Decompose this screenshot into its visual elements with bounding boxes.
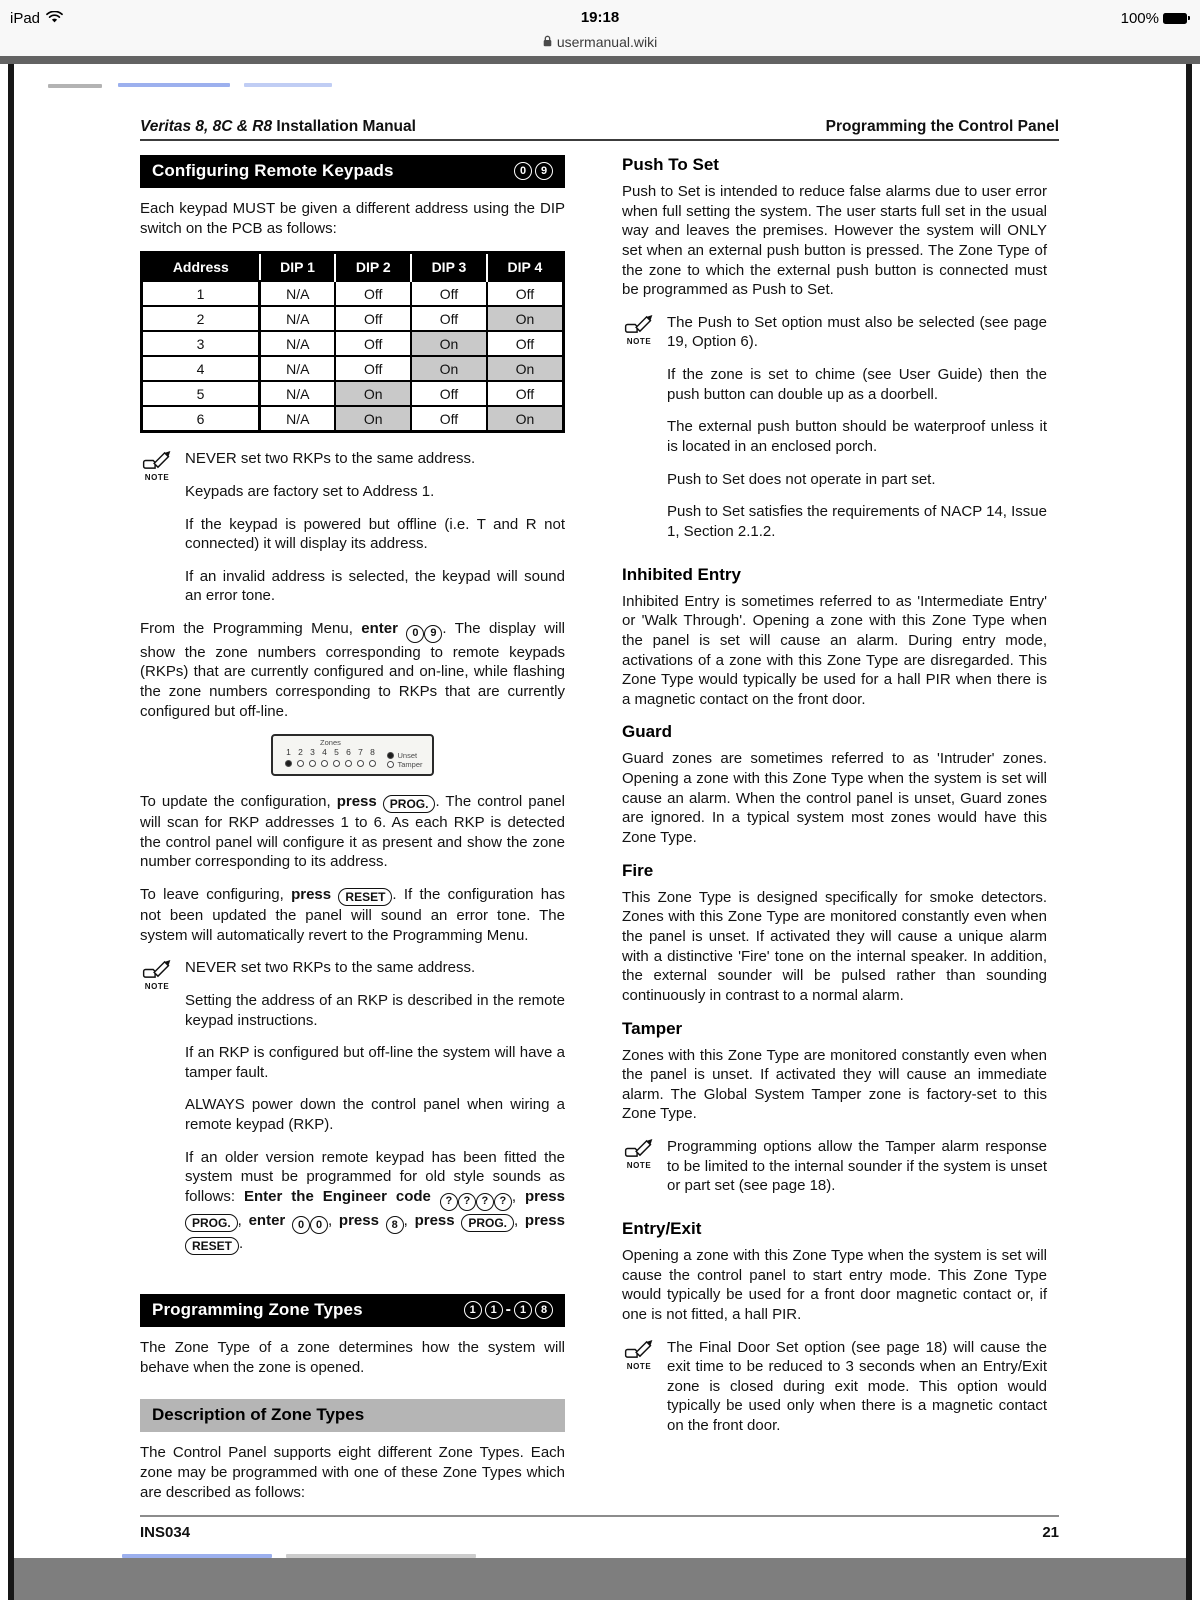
bold-text: - [505, 1301, 511, 1319]
note-paragraph: Keypads are factory set to Address 1. [185, 482, 435, 500]
table-row [142, 306, 564, 331]
left-column [140, 155, 565, 1515]
chapter-title: Programming the Control Panel [825, 118, 1059, 135]
circled-key: 1 [485, 1301, 503, 1319]
bold-text: press [338, 1211, 386, 1229]
table-cell: N/A [260, 331, 336, 356]
zone-led-on [285, 760, 292, 767]
paragraph: To update the configuration, press PROG. . The control panel will scan for RKP addresses 1 to 6. As each RKP is detected the control panel will configure it as present and show the zone number corresponding to its address. [140, 793, 565, 871]
table-row [142, 381, 564, 406]
note-paragraph: ALWAYS power down the control panel when wiring a remote keypad (RKP). [185, 1096, 565, 1134]
note-paragraph: The Push to Set option must also be selected (see page 19, Option 6). [667, 313, 1047, 351]
zone-led [333, 760, 340, 767]
key-range [514, 162, 553, 180]
subsection-header-description-of-zone-types: Description of Zone Types [140, 1399, 565, 1432]
section-guard [622, 722, 1047, 847]
section-header-programming-zone-types [140, 1294, 565, 1327]
heading-guard: Guard [622, 722, 673, 742]
zone-led [321, 760, 328, 767]
column-header: DIP 4 [487, 253, 564, 282]
heading-push-to-set: Push To Set [622, 155, 719, 174]
url-bar[interactable] [0, 30, 1200, 54]
paragraph: Each keypad MUST be given a different address using the DIP switch on the PCB as follows: [140, 200, 565, 237]
zone-leds [282, 758, 378, 769]
running-header [140, 118, 1059, 141]
pill-key: PROG. [383, 795, 436, 813]
zones-label: Zones [320, 738, 341, 748]
zone-led [357, 760, 364, 767]
table-header-row [142, 253, 564, 282]
note-paragraph: The Final Door Set option (see page 18) will cause the exit time to be reduced to 3 seconds when an Entry/Exit zone is closed during exit mode. This option would typically be used only when there is a magnetic contact on the front door. [667, 1338, 1047, 1435]
circled-key: ? [494, 1193, 512, 1211]
table-cell: Off [335, 306, 411, 331]
table-cell: Off [487, 331, 564, 356]
page-gap-top [0, 56, 1200, 64]
table-cell: On [411, 356, 487, 381]
note-paragraph: If an older version remote keypad has been fitted the system must be programmed for old style sounds as follows: Enter the Engineer code ? ? ? ? , press PROG. , enter 0 0 , press 8 , press PROG. , press RESET . [185, 1148, 565, 1254]
note-paragraph: Push to Set satisfies the requirements of NACP 14, Issue 1, Section 2.1.2. [667, 503, 1047, 540]
note-icon: NOTE [622, 313, 656, 555]
zone-led [297, 760, 304, 767]
table-cell: N/A [260, 281, 336, 306]
table-cell: N/A [260, 306, 336, 331]
table-row [142, 356, 564, 381]
table-cell: Off [335, 356, 411, 381]
unset-indicator: Unset [387, 752, 422, 760]
circled-key: 1 [514, 1301, 532, 1319]
battery-percent: 100% [1120, 9, 1159, 27]
pill-key: RESET [185, 1237, 239, 1255]
note-paragraph: If the keypad is powered but offline (i.e. T and R not connected) it will display its address. [185, 515, 565, 553]
note-paragraph: Push to Set does not operate in part set. [667, 470, 936, 488]
heading-tamper: Tamper [622, 1018, 683, 1038]
page-gap-bottom [14, 1558, 1186, 1600]
zones-display [271, 734, 433, 776]
column-header: DIP 3 [411, 253, 487, 282]
table-cell: Off [335, 281, 411, 306]
previous-page-fragment [140, 76, 1059, 98]
section-title: Programming Zone Types [152, 1300, 363, 1320]
column-header: DIP 1 [260, 253, 336, 282]
manual-title-model: Veritas 8, 8C & R8 [140, 118, 273, 135]
table-cell: Off [411, 306, 487, 331]
note-paragraph: If an invalid address is selected, the keypad will sound an error tone. [185, 567, 565, 605]
bold-text: press [524, 1211, 565, 1229]
pdf-viewer[interactable] [0, 64, 1200, 1600]
section-header-configuring-remote-keypads [140, 155, 565, 188]
table-cell: N/A [260, 406, 336, 432]
table-cell: Off [411, 381, 487, 406]
table-row [142, 406, 564, 432]
tamper-indicator: Tamper [387, 761, 422, 769]
pill-key: PROG. [185, 1214, 238, 1232]
circled-key: 0 [310, 1216, 328, 1234]
heading-inhibited-entry: Inhibited Entry [622, 564, 741, 584]
section-tamper [622, 1019, 1047, 1209]
table-cell: Off [487, 381, 564, 406]
circled-key: ? [458, 1193, 476, 1211]
paragraph: Inhibited Entry is sometimes referred to as 'Intermediate Entry' or 'Walk Through'. Opening a zone with this Zone Type when the panel is set will cause an alarm. During entry mode, activations of a zone with this Zone Type are disregarded. This Zone Type would typically be used for a hall PIR when there is a magnetic contact on the front door. [622, 592, 1047, 708]
note-block [622, 1338, 1047, 1449]
pdf-page-frame [8, 64, 1192, 1600]
note-paragraph: NEVER set two RKPs to the same address. [185, 450, 476, 468]
section-inhibited-entry [622, 565, 1047, 710]
bold-text: press [336, 793, 383, 811]
note-icon: NOTE [140, 449, 174, 619]
circled-key: 1 [464, 1301, 482, 1319]
section-push-to-set [622, 155, 1047, 555]
table-cell: 5 [142, 381, 260, 406]
bold-text: press [524, 1188, 565, 1206]
bold-text: press [414, 1211, 462, 1229]
table-cell: On [487, 406, 564, 432]
table-cell: 2 [142, 306, 260, 331]
paragraph: Zones with this Zone Type are monitored constantly even when the panel is unset. If activated they will cause an immediate alarm. The Global System Tamper zone is factory-set to this Zone Type. [622, 1046, 1047, 1123]
section-title: Configuring Remote Keypads [152, 161, 394, 180]
table-cell: On [335, 381, 411, 406]
table-cell: On [487, 356, 564, 381]
note-block [140, 449, 565, 619]
paragraph: From the Programming Menu, enter 0 9 . The display will show the zone numbers corresponding to remote keypads (RKPs) that are currently configured and on-line, while flashing the zone numbers corresponding to RKPs that are currently configured but off-line. [140, 620, 565, 720]
note-icon: NOTE [140, 958, 174, 1268]
next-page-fragment [140, 1541, 1059, 1558]
section-entry-exit [622, 1219, 1047, 1449]
note-block [622, 313, 1047, 555]
column-header: DIP 2 [335, 253, 411, 282]
note-paragraph: Setting the address of an RKP is described in the remote keypad instructions. [185, 991, 565, 1029]
carrier-label: iPad [10, 9, 41, 27]
circled-key: ? [440, 1193, 458, 1211]
section-fire [622, 861, 1047, 1006]
table-cell: On [487, 306, 564, 331]
note-block [622, 1137, 1047, 1209]
manual-title [140, 118, 416, 136]
circled-key: 9 [535, 162, 553, 180]
paragraph: The Zone Type of a zone determines how the system will behave when the zone is opened. [140, 1339, 565, 1376]
pill-key: RESET [338, 888, 392, 906]
manual-page-21 [14, 64, 1186, 1558]
document-code: INS034 [140, 1524, 191, 1542]
table-cell: 1 [142, 281, 260, 306]
note-icon: NOTE [622, 1338, 656, 1449]
page-footer [140, 1515, 1059, 1541]
table-cell: 3 [142, 331, 260, 356]
note-paragraph: The external push button should be waterproof unless it is located in an enclosed porch. [667, 418, 1047, 456]
table-cell: Off [487, 281, 564, 306]
clock: 19:18 [580, 9, 620, 26]
note-paragraph: If an RKP is configured but off-line the system will have a tamper fault. [185, 1044, 565, 1081]
dip-switch-table [140, 251, 565, 433]
circled-key: 9 [424, 625, 442, 643]
bold-text: enter [248, 1211, 292, 1229]
table-cell: 4 [142, 356, 260, 381]
note-icon: NOTE [622, 1137, 656, 1209]
table-cell: 6 [142, 406, 260, 432]
heading-entry-exit: Entry/Exit [622, 1218, 702, 1238]
right-column [622, 155, 1047, 1454]
url-text: usermanual.wiki [556, 34, 658, 50]
pill-key: PROG. [461, 1214, 514, 1232]
paragraph: The Control Panel supports eight different Zone Types. Each zone may be programmed with one of these Zone Types which are described as follows: [140, 1444, 565, 1501]
paragraph: Opening a zone with this Zone Type when the system is set will cause the control panel to start entry mode. This Zone Type would typically be used for a front door magnetic contact or, if one is not fitted, a hall PIR. [622, 1246, 1047, 1323]
zone-led [345, 760, 352, 767]
table-row [142, 281, 564, 306]
circled-key: 8 [535, 1301, 553, 1319]
table-cell: Off [335, 331, 411, 356]
circled-key: 8 [386, 1216, 404, 1234]
paragraph: This Zone Type is designed specifically for smoke detectors. Zones with this Zone Type are monitored constantly even when the panel is unset. If activated they will cause a unique alarm with a distinctive 'Fire' tone on the internal speaker. In addition, the external sounder will be pulsed rather than sounding continuously in contrast to a normal alarm. [622, 888, 1047, 1004]
bold-text: Enter the Engineer code [243, 1188, 440, 1206]
circled-key: 0 [292, 1216, 310, 1234]
table-cell: Off [411, 281, 487, 306]
table-cell: Off [411, 406, 487, 432]
table-cell: On [335, 406, 411, 432]
bold-text: enter [361, 620, 407, 638]
paragraph: Guard zones are sometimes referred to as 'Intruder' zones. Opening a zone with this Zone Type when the system is set will cause an alarm. When the control panel is unset, Guard zones are ignored. In a typical system most zones would have this Zone Type. [622, 750, 1047, 847]
note-paragraph: Programming options allow the Tamper alarm response to be limited to the internal sounder if the system is unset or part set (see page 18). [667, 1138, 1047, 1195]
ios-status-bar [0, 0, 1200, 56]
table-row [142, 331, 564, 356]
circled-key: 0 [406, 625, 424, 643]
manual-title-rest: Installation Manual [272, 118, 416, 135]
heading-fire: Fire [622, 860, 654, 880]
paragraph: Push to Set is intended to reduce false alarms due to user error when full setting the system. The user starts full set in the usual way and leaves the premises. However the system will ONLY set when an external push button is pressed. The Zone Type of the zone to which the external push button is connected must be programmed as Push to Set. [622, 183, 1047, 299]
paragraph: To leave configuring, press RESET . If the configuration has not been updated the panel will sound an error tone. The system will automatically revert to the Programming Menu. [140, 885, 565, 944]
note-block [140, 958, 565, 1268]
note-paragraph: NEVER set two RKPs to the same address. [185, 959, 476, 977]
key-range [464, 1301, 553, 1319]
zone-led [369, 760, 376, 767]
lock-icon [543, 34, 552, 50]
table-cell: N/A [260, 381, 336, 406]
circled-key: 0 [514, 162, 532, 180]
column-header: Address [142, 253, 260, 282]
bold-text: press [291, 885, 339, 903]
table-cell: N/A [260, 356, 336, 381]
zone-numbers: 1 2 3 4 5 6 7 8 [286, 747, 375, 758]
page-number: 21 [1042, 1524, 1059, 1542]
table-cell: On [411, 331, 487, 356]
zone-led [309, 760, 316, 767]
note-paragraph: If the zone is set to chime (see User Guide) then the push button can double up as a doorbell. [667, 366, 1047, 403]
circled-key: ? [476, 1193, 494, 1211]
